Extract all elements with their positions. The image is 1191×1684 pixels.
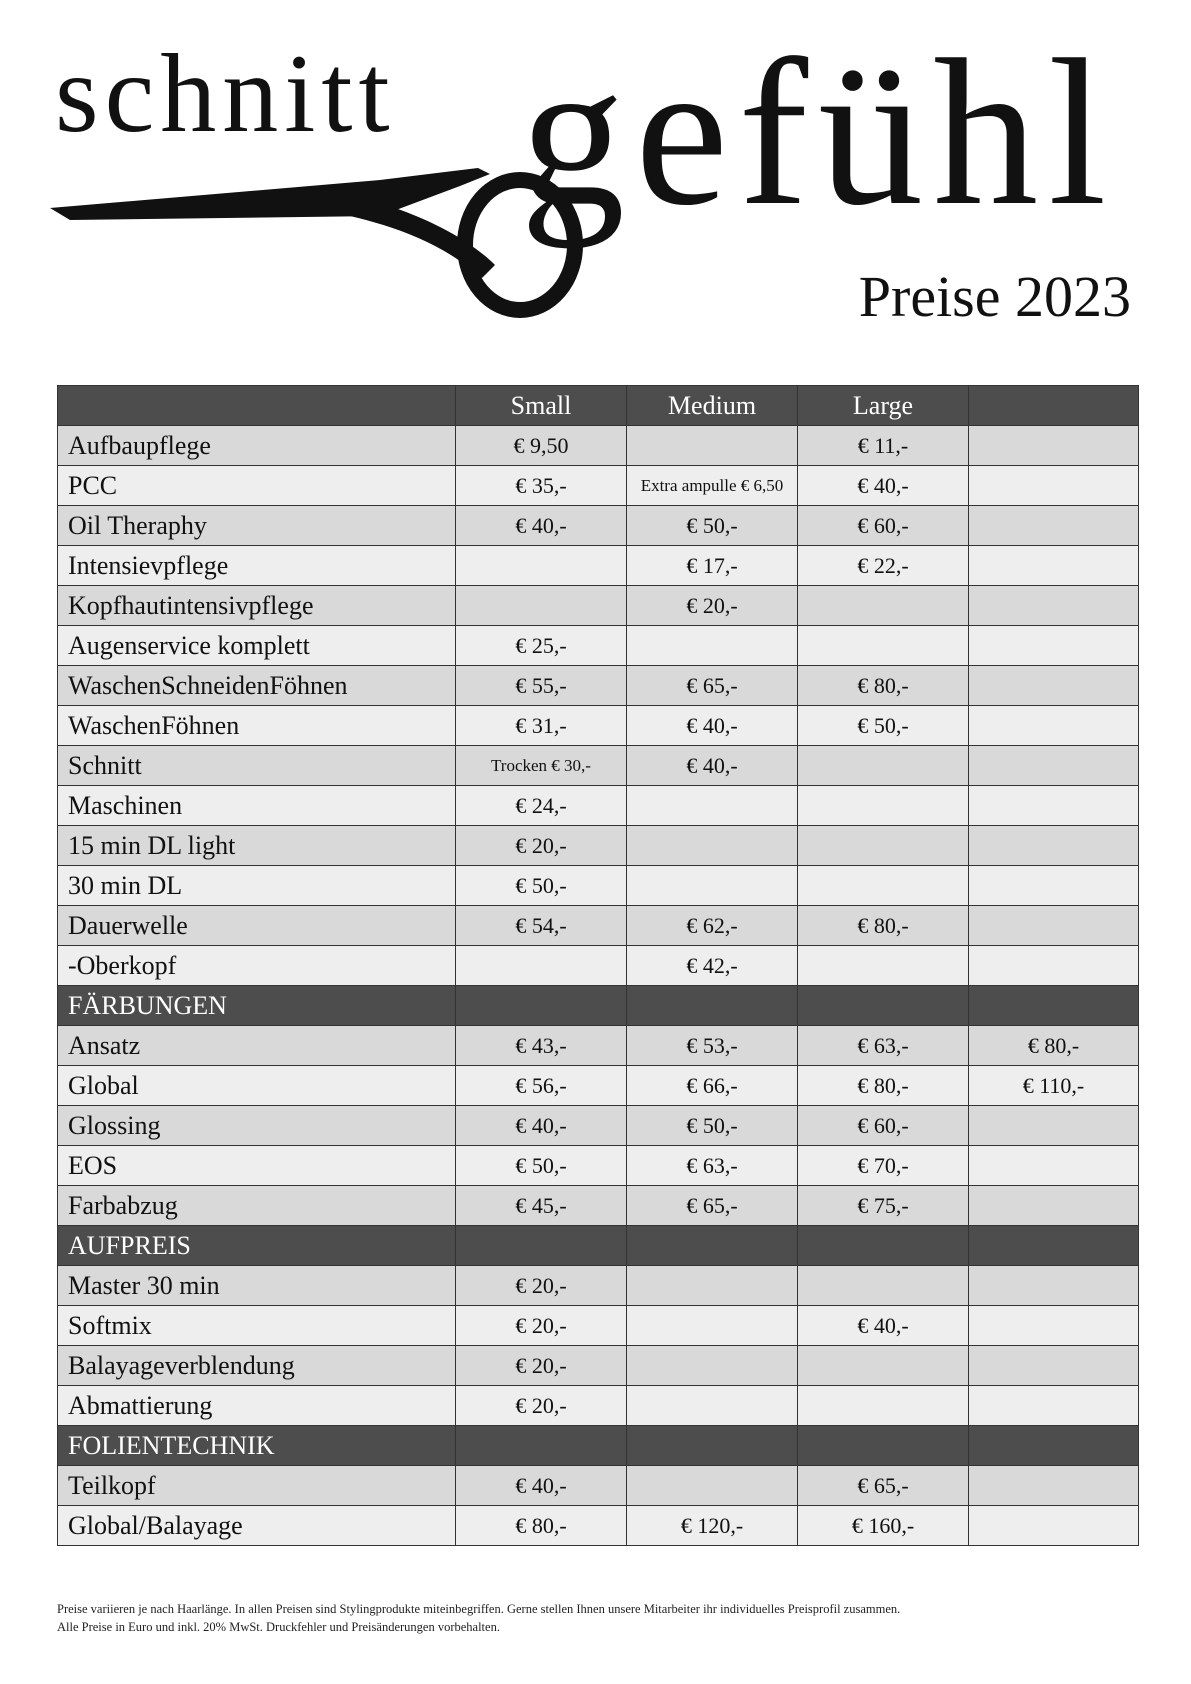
table-row xyxy=(58,1266,1139,1306)
price-large xyxy=(798,1386,969,1426)
price-small: € 50,- xyxy=(456,1146,627,1186)
section-filler-cell xyxy=(627,986,798,1026)
price-small: € 20,- xyxy=(456,1386,627,1426)
section-filler-cell xyxy=(798,1426,969,1466)
price-small: € 9,50 xyxy=(456,426,627,466)
price-xl xyxy=(969,786,1139,826)
service-name: Glossing xyxy=(58,1106,456,1146)
column-header-service xyxy=(58,386,456,426)
service-name: 15 min DL light xyxy=(58,826,456,866)
price-xl xyxy=(969,1506,1139,1546)
price-xl: € 110,- xyxy=(969,1066,1139,1106)
price-small: € 56,- xyxy=(456,1066,627,1106)
price-medium: € 20,- xyxy=(627,586,798,626)
price-large xyxy=(798,826,969,866)
table-row xyxy=(58,946,1139,986)
price-large xyxy=(798,626,969,666)
price-xl xyxy=(969,546,1139,586)
price-small: € 20,- xyxy=(456,826,627,866)
column-header-small: Small xyxy=(456,386,627,426)
footer-line-1: Preise variieren je nach Haarlänge. In allen Preisen sind Stylingprodukte miteinbegriffen. Gerne stellen Ihnen unsere Mitarbeiter ihr individuelles Preisprofil zusammen. xyxy=(57,1602,901,1616)
price-table xyxy=(57,385,1139,1546)
price-medium: € 63,- xyxy=(627,1146,798,1186)
section-filler-cell xyxy=(456,1226,627,1266)
service-name: Master 30 min xyxy=(58,1266,456,1306)
table-row xyxy=(58,866,1139,906)
table-row xyxy=(58,746,1139,786)
price-large: € 11,- xyxy=(798,426,969,466)
table-row xyxy=(58,466,1139,506)
section-filler-cell xyxy=(456,1426,627,1466)
table-body xyxy=(58,426,1139,1546)
page-subtitle: Preise 2023 xyxy=(858,264,1131,329)
table-row xyxy=(58,506,1139,546)
price-xl xyxy=(969,826,1139,866)
price-large xyxy=(798,1266,969,1306)
table-row xyxy=(58,1106,1139,1146)
price-small: € 24,- xyxy=(456,786,627,826)
section-title: FOLIENTECHNIK xyxy=(58,1426,456,1466)
price-xl xyxy=(969,1146,1139,1186)
price-large xyxy=(798,746,969,786)
section-filler-cell xyxy=(969,986,1139,1026)
section-header-row xyxy=(58,986,1139,1026)
price-large: € 50,- xyxy=(798,706,969,746)
table-row xyxy=(58,1146,1139,1186)
service-name: Farbabzug xyxy=(58,1186,456,1226)
section-filler-cell xyxy=(627,1426,798,1466)
section-header-row xyxy=(58,1226,1139,1266)
table-row xyxy=(58,426,1139,466)
price-xl xyxy=(969,1346,1139,1386)
price-large: € 70,- xyxy=(798,1146,969,1186)
price-large: € 40,- xyxy=(798,466,969,506)
section-filler-cell xyxy=(969,1426,1139,1466)
price-xl xyxy=(969,1386,1139,1426)
table-row xyxy=(58,1386,1139,1426)
table-row xyxy=(58,906,1139,946)
price-large: € 60,- xyxy=(798,506,969,546)
price-large: € 60,- xyxy=(798,1106,969,1146)
table-row xyxy=(58,626,1139,666)
price-xl xyxy=(969,1266,1139,1306)
table-row xyxy=(58,706,1139,746)
price-small: € 20,- xyxy=(456,1306,627,1346)
service-name: Oil Theraphy xyxy=(58,506,456,546)
price-xl xyxy=(969,746,1139,786)
price-large: € 80,- xyxy=(798,1066,969,1106)
table-row xyxy=(58,786,1139,826)
service-name: WaschenSchneidenFöhnen xyxy=(58,666,456,706)
price-medium: € 53,- xyxy=(627,1026,798,1066)
price-large: € 80,- xyxy=(798,666,969,706)
price-small: € 25,- xyxy=(456,626,627,666)
price-small: € 45,- xyxy=(456,1186,627,1226)
logo-word-gefuehl: gefühl xyxy=(520,17,1117,249)
price-small: € 50,- xyxy=(456,866,627,906)
service-name: Aufbaupflege xyxy=(58,426,456,466)
table-row xyxy=(58,546,1139,586)
price-medium xyxy=(627,786,798,826)
price-medium: € 40,- xyxy=(627,706,798,746)
price-large: € 80,- xyxy=(798,906,969,946)
price-medium: € 17,- xyxy=(627,546,798,586)
price-small: € 40,- xyxy=(456,1466,627,1506)
price-xl xyxy=(969,1106,1139,1146)
table-row xyxy=(58,1346,1139,1386)
price-medium xyxy=(627,1466,798,1506)
price-medium: Extra ampulle € 6,50 xyxy=(627,466,798,506)
price-large xyxy=(798,946,969,986)
price-xl xyxy=(969,666,1139,706)
price-xl xyxy=(969,586,1139,626)
price-small: € 20,- xyxy=(456,1346,627,1386)
price-small: € 43,- xyxy=(456,1026,627,1066)
price-xl xyxy=(969,426,1139,466)
service-name: -Oberkopf xyxy=(58,946,456,986)
price-medium: € 62,- xyxy=(627,906,798,946)
service-name: Augenservice komplett xyxy=(58,626,456,666)
price-xl xyxy=(969,466,1139,506)
table-header-row xyxy=(58,386,1139,426)
price-medium xyxy=(627,1386,798,1426)
price-medium: € 42,- xyxy=(627,946,798,986)
service-name: PCC xyxy=(58,466,456,506)
price-small: € 20,- xyxy=(456,1266,627,1306)
price-small: € 80,- xyxy=(456,1506,627,1546)
price-small xyxy=(456,586,627,626)
price-xl xyxy=(969,1306,1139,1346)
service-name: Global xyxy=(58,1066,456,1106)
table-row xyxy=(58,1506,1139,1546)
price-medium: € 50,- xyxy=(627,1106,798,1146)
section-filler-cell xyxy=(969,1226,1139,1266)
service-name: Maschinen xyxy=(58,786,456,826)
price-large xyxy=(798,866,969,906)
price-xl xyxy=(969,706,1139,746)
price-medium xyxy=(627,826,798,866)
price-xl xyxy=(969,946,1139,986)
section-filler-cell xyxy=(798,1226,969,1266)
price-xl xyxy=(969,506,1139,546)
price-medium xyxy=(627,426,798,466)
price-small: € 40,- xyxy=(456,1106,627,1146)
price-medium xyxy=(627,866,798,906)
table-row xyxy=(58,586,1139,626)
price-medium: € 66,- xyxy=(627,1066,798,1106)
service-name: Schnitt xyxy=(58,746,456,786)
price-small: € 40,- xyxy=(456,506,627,546)
section-filler-cell xyxy=(798,986,969,1026)
price-medium xyxy=(627,1266,798,1306)
price-small: € 55,- xyxy=(456,666,627,706)
section-title: FÄRBUNGEN xyxy=(58,986,456,1026)
service-name: Intensievpflege xyxy=(58,546,456,586)
price-medium xyxy=(627,626,798,666)
service-name: Balayageverblendung xyxy=(58,1346,456,1386)
table-row xyxy=(58,1306,1139,1346)
service-name: Global/Balayage xyxy=(58,1506,456,1546)
price-small: Trocken € 30,- xyxy=(456,746,627,786)
service-name: EOS xyxy=(58,1146,456,1186)
price-large xyxy=(798,786,969,826)
price-small: € 54,- xyxy=(456,906,627,946)
service-name: Ansatz xyxy=(58,1026,456,1066)
service-name: Teilkopf xyxy=(58,1466,456,1506)
service-name: Dauerwelle xyxy=(58,906,456,946)
service-name: Kopfhautintensivpflege xyxy=(58,586,456,626)
price-large xyxy=(798,586,969,626)
table-row xyxy=(58,1186,1139,1226)
price-small: € 31,- xyxy=(456,706,627,746)
table-row xyxy=(58,1066,1139,1106)
footer-note xyxy=(57,1600,1138,1636)
service-name: WaschenFöhnen xyxy=(58,706,456,746)
table-row xyxy=(58,1026,1139,1066)
price-xl: € 80,- xyxy=(969,1026,1139,1066)
price-medium: € 120,- xyxy=(627,1506,798,1546)
footer-line-2: Alle Preise in Euro und inkl. 20% MwSt. Druckfehler und Preisänderungen vorbehalten. xyxy=(57,1620,500,1634)
logo-word-schnitt: schnitt xyxy=(55,32,396,156)
column-header-medium: Medium xyxy=(627,386,798,426)
section-header-row xyxy=(58,1426,1139,1466)
column-header-extra xyxy=(969,386,1139,426)
price-large: € 75,- xyxy=(798,1186,969,1226)
price-small xyxy=(456,546,627,586)
price-medium xyxy=(627,1306,798,1346)
price-xl xyxy=(969,866,1139,906)
price-xl xyxy=(969,906,1139,946)
price-small xyxy=(456,946,627,986)
price-large xyxy=(798,1346,969,1386)
price-large: € 160,- xyxy=(798,1506,969,1546)
service-name: Abmattierung xyxy=(58,1386,456,1426)
price-medium: € 65,- xyxy=(627,666,798,706)
price-large: € 40,- xyxy=(798,1306,969,1346)
table-row xyxy=(58,1466,1139,1506)
price-small: € 35,- xyxy=(456,466,627,506)
price-medium: € 40,- xyxy=(627,746,798,786)
table-row xyxy=(58,826,1139,866)
logo xyxy=(0,0,1191,340)
price-medium xyxy=(627,1346,798,1386)
price-xl xyxy=(969,1466,1139,1506)
service-name: 30 min DL xyxy=(58,866,456,906)
price-medium: € 50,- xyxy=(627,506,798,546)
price-large: € 63,- xyxy=(798,1026,969,1066)
price-large: € 22,- xyxy=(798,546,969,586)
section-filler-cell xyxy=(627,1226,798,1266)
price-xl xyxy=(969,1186,1139,1226)
price-large: € 65,- xyxy=(798,1466,969,1506)
price-medium: € 65,- xyxy=(627,1186,798,1226)
price-xl xyxy=(969,626,1139,666)
section-title: AUFPREIS xyxy=(58,1226,456,1266)
section-filler-cell xyxy=(456,986,627,1026)
column-header-large: Large xyxy=(798,386,969,426)
service-name: Softmix xyxy=(58,1306,456,1346)
table-row xyxy=(58,666,1139,706)
